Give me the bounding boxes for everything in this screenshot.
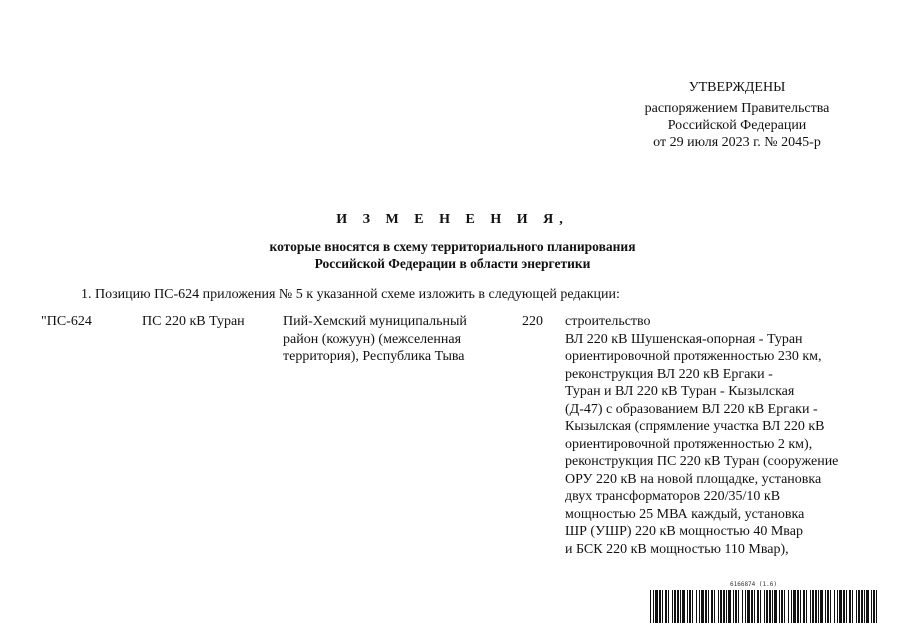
description-line: ШР (УШР) 220 кВ мощностью 40 Мвар xyxy=(565,524,803,539)
position-code: "ПС-624 xyxy=(41,314,92,329)
subtitle-line-2: Российской Федерации в области энергетики xyxy=(314,256,591,271)
description-cell xyxy=(565,313,875,558)
description-line: ориентировочной протяженностью 230 км, xyxy=(565,349,822,364)
approval-heading: УТВЕРЖДЕНЫ xyxy=(688,80,786,95)
approval-line-3: от 29 июля 2023 г. № 2045-р xyxy=(653,135,821,150)
location-cell xyxy=(283,313,498,366)
location-line: территория), Республика Тыва xyxy=(283,349,465,364)
approval-block xyxy=(607,79,867,151)
description-line: (Д-47) с образованием ВЛ 220 кВ Ергаки - xyxy=(565,401,818,417)
description-line: Туран и ВЛ 220 кВ Туран - Кызылская xyxy=(565,384,795,399)
description-line: мощностью 25 МВА каждый, установка xyxy=(565,506,805,522)
voltage-value: 220 xyxy=(522,314,543,329)
description-line: Кызылская (спрямление участка ВЛ 220 кВ xyxy=(565,419,825,434)
barcode-block xyxy=(650,581,880,625)
paragraph-1: 1. Позицию ПС-624 приложения № 5 к указанной схеме изложить в следующей редакции: xyxy=(81,287,620,302)
document-title: И З М Е Н Е Н И Я, xyxy=(336,212,569,227)
description-line: реконструкция ВЛ 220 кВ Ергаки - xyxy=(565,366,773,382)
barcode-number: 6166874 (1.6) xyxy=(730,581,777,588)
approval-line-1: распоряжением Правительства xyxy=(644,101,830,116)
description-line: двух трансформаторов 220/35/10 кВ xyxy=(565,489,781,504)
description-line: реконструкция ПС 220 кВ Туран (сооружение xyxy=(565,454,839,469)
subtitle-line-1: которые вносятся в схему территориального планирования xyxy=(269,239,636,254)
description-line: ориентировочной протяженностью 2 км), xyxy=(565,436,813,452)
description-line: строительство xyxy=(565,314,651,329)
location-line: Пий-Хемский муниципальный xyxy=(283,314,467,329)
description-line: ВЛ 220 кВ Шушенская-опорная - Туран xyxy=(565,331,803,347)
object-name: ПС 220 кВ Туран xyxy=(142,314,245,329)
description-line: ОРУ 220 кВ на новой площадке, установка xyxy=(565,471,822,487)
document-subtitle xyxy=(0,238,905,272)
description-line: и БСК 220 кВ мощностью 110 Мвар), xyxy=(565,541,789,557)
location-line: район (кожуун) (межселенная xyxy=(283,331,462,347)
approval-line-2: Российской Федерации xyxy=(667,118,807,133)
barcode-icon xyxy=(650,590,880,623)
